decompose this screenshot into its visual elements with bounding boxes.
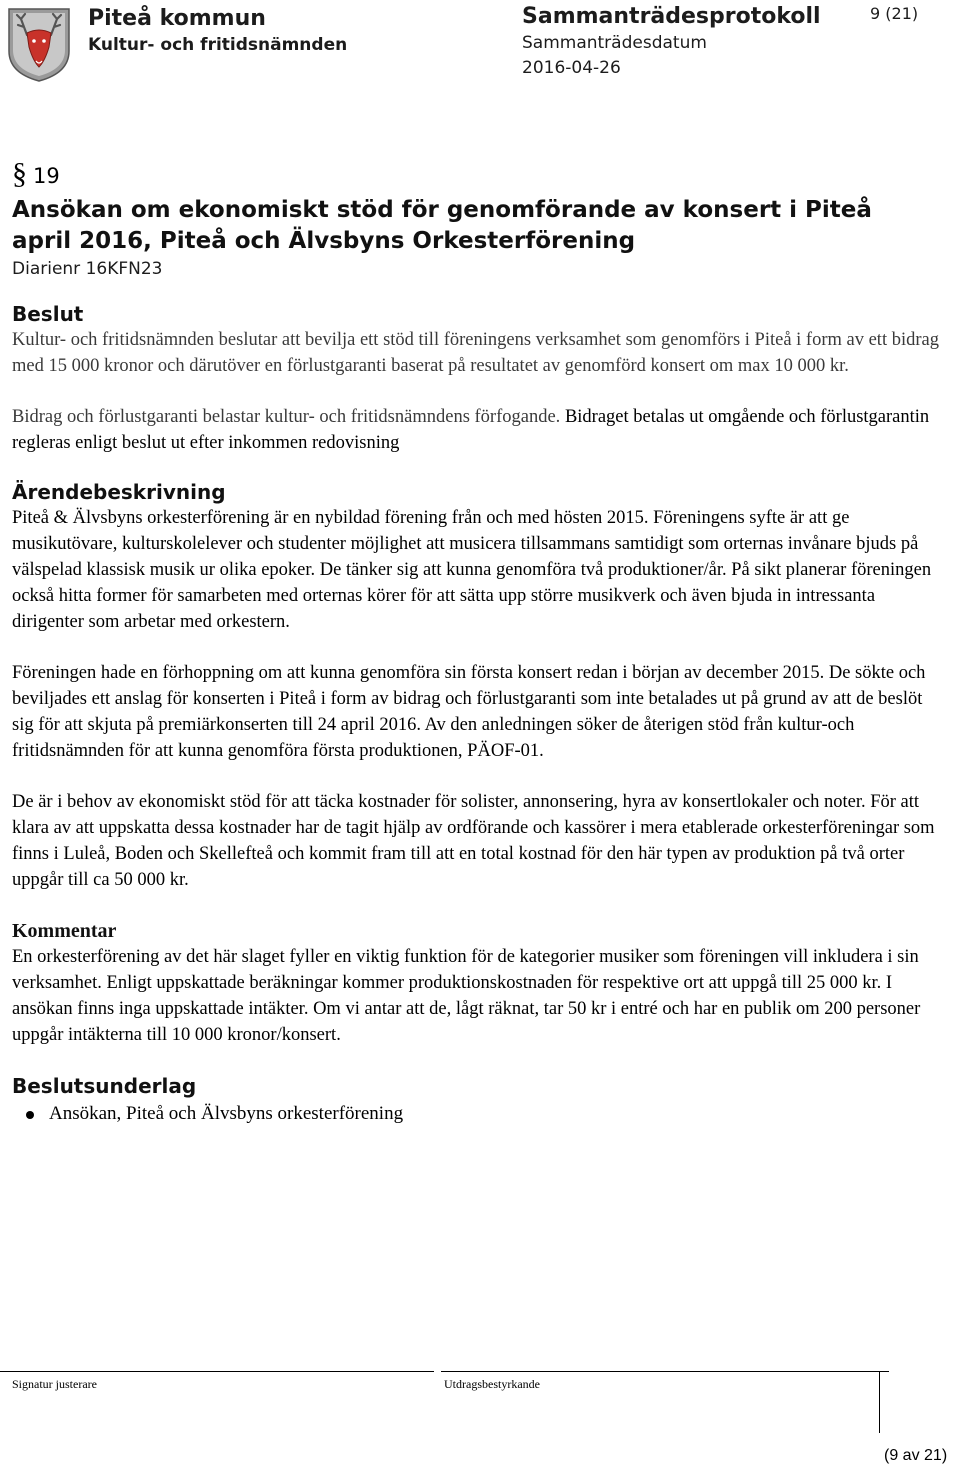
beslut-paragraph-2-part-1: Bidrag och förlustgaranti belastar kultur- och fritidsnämndens förfogande.: [12, 407, 561, 427]
beslut-paragraph-1: Kultur- och fritidsnämnden beslutar att bevilja ett stöd till föreningens verksamhet som genomförs i Piteå i form av ett bidrag med 15 000 kronor och därutöver en förlustgaranti baserat på resultatet av genomförd konsert om max 10 000 kr.: [12, 330, 939, 376]
main-content: [12, 158, 947, 1127]
document-type: Sammanträdesprotokoll: [522, 4, 821, 29]
page-header: [0, 0, 960, 100]
kommentar-paragraph: En orkesterförening av det här slaget fyller en viktig funktion för de kategorier musiker som föreningen vill inkludera i sin verksamhet. Enligt uppskattade beräkningar kommer produktionskostnaden för respektive ort att uppgå till 25 000 kr. I ansökan finns inga uppskattade intäkter. Om vi antar att de, lågt räknat, tar 50 kr i entré och har en publik om 200 personer uppgår intäkterna till 10 000 kronor/konsert.: [12, 947, 921, 1045]
case-title-line-1: Ansökan om ekonomiskt stöd för genomförande av konsert i Piteå: [12, 197, 872, 223]
page-number: 9 (21): [870, 4, 919, 23]
attestation-line: [441, 1371, 889, 1372]
beslutsunderlag-list: [12, 1101, 947, 1127]
signature-line: [0, 1371, 434, 1372]
paragraph-number: 19: [33, 164, 60, 188]
org-board: Kultur- och fritidsnämnden: [88, 35, 348, 55]
paragraph-heading: [12, 158, 947, 190]
beslut-paragraph-2-part-2: Bidraget betalas ut omgående och förlustgarantin regleras enligt beslut ut efter inkommen redovisning: [12, 407, 930, 453]
footer-signature-box: [879, 1371, 960, 1433]
beslut-heading: Beslut: [12, 302, 84, 326]
list-item-text: Ansökan, Piteå och Älvsbyns orkesterförening: [49, 1103, 404, 1124]
arendebeskrivning-heading: Ärendebeskrivning: [12, 480, 226, 504]
meeting-date-value: 2016-04-26: [522, 58, 621, 78]
paragraph-sign: §: [12, 157, 27, 190]
total-pages: (9 av 21): [884, 1447, 948, 1464]
arendebeskrivning-paragraph-1: Piteå & Älvsbyns orkesterförening är en nybildad förening från och med hösten 2015. Föreningens syfte är att ge musikutövare, kulturskolelever och studenter möjlighet att musicera tillsammans samtidigt som orternas invånare bjuds på välspelad klassisk musik ur olika epoker. De tänker sig att kunna genomföra två produktioner/år. På sikt planerar föreningen också hitta former för samarbeten med orternas körer för att sätta upp större musikverk och även bjuda in intressanta dirigenter som arbetar med orkestern.: [12, 508, 932, 632]
case-title-line-2: april 2016, Piteå och Älvsbyns Orkesterförening: [12, 228, 636, 254]
attestation-label: Utdragsbestyrkande: [444, 1377, 540, 1391]
pitea-coat-of-arms-logo: [5, 5, 73, 83]
arendebeskrivning-paragraph-3: De är i behov av ekonomiskt stöd för att täcka kostnader för solister, annonsering, hyra av konsertlokaler och noter. För att klara av att uppskatta dessa kostnader har de tagit hjälp av ordförande och kassörer i mera etablerade orkesterföreningar som finns i Luleå, Boden och Skellefteå och kommit fram till att en total kostnad för den här typen av produktion på två orter uppgår till ca 50 000 kr.: [12, 792, 935, 890]
case-title: [12, 195, 947, 257]
signature-label: Signatur justerare: [12, 1377, 97, 1391]
list-item: [12, 1101, 947, 1127]
arendebeskrivning-paragraph-2: Föreningen hade en förhoppning om att kunna genomföra sin första konsert redan i början av december 2015. De sökte och beviljades ett anslag för konserten i Piteå i form av bidrag och förlustgaranti som inte betalades ut på grund av att de beslöt sig för att skjuta på premiärkonserten till 24 april 2016. Av den anledningen söker de återigen stöd från kultur-och fritidsnämnden för att kunna genomföra första produktionen, PÄOF-01.: [12, 663, 926, 761]
diary-number: Diarienr 16KFN23: [12, 259, 163, 279]
org-name: Piteå kommun: [88, 6, 266, 31]
beslut-paragraph-2: [12, 404, 947, 456]
meeting-date-label: Sammanträdesdatum: [522, 33, 707, 53]
beslutsunderlag-heading: Beslutsunderlag: [12, 1074, 197, 1098]
bullet-icon: [26, 1111, 34, 1119]
kommentar-heading: Kommentar: [12, 920, 117, 942]
